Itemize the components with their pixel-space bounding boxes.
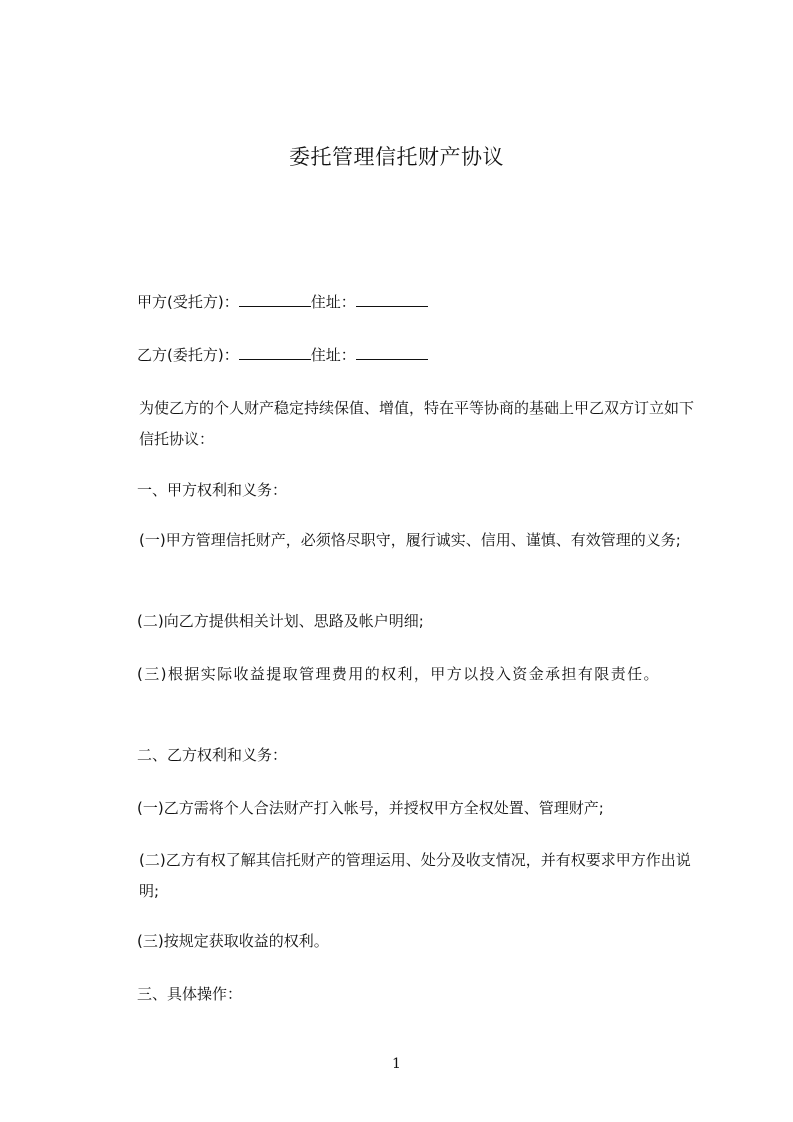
intro-text: 为使乙方的个人财产稳定持续保值、增值，特在平等协商的基础上甲乙双方订立如下信托协议： [139, 399, 695, 448]
section1-item-2: (二)向乙方提供相关计划、思路及帐户明细; [137, 612, 424, 630]
party-b-line [137, 345, 428, 365]
section1-heading: 一、甲方权利和义务： [137, 481, 288, 499]
section2-item-2-text: (二)乙方有权了解其信托财产的管理运用、处分及收支情况，并有权要求甲方作出说明; [139, 851, 691, 900]
party-a-line [137, 292, 428, 312]
section2-item-1: (一)乙方需将个人合法财产打入帐号，并授权甲方全权处置、管理财产; [137, 799, 604, 817]
party-b-address-blank [356, 345, 428, 360]
party-a-address-label: 住址： [310, 293, 356, 311]
section3-heading: 三、具体操作： [137, 985, 243, 1003]
party-b-label: 乙方(委托方)： [137, 346, 239, 364]
party-a-name-blank [239, 292, 311, 307]
party-b-name-blank [239, 345, 311, 360]
section1-item-1-text: (一)甲方管理信托财产，必须恪尽职守，履行诚实、信用、谨慎、有效管理的义务; [139, 531, 681, 549]
party-a-address-blank [356, 292, 428, 307]
section2-item-3: (三)按规定获取收益的权利。 [137, 932, 329, 950]
section1-item-3: (三)根据实际收益提取管理费用的权利，甲方以投入资金承担有限责任。 [137, 665, 660, 683]
party-a-label: 甲方(受托方)： [137, 293, 239, 311]
page-number: 1 [392, 1056, 401, 1072]
section1-item-1 [105, 525, 701, 556]
party-b-address-label: 住址： [310, 346, 356, 364]
section2-heading: 二、乙方权利和义务： [137, 746, 288, 764]
document-title: 委托管理信托财产协议 [289, 145, 504, 169]
section2-item-2 [105, 845, 701, 907]
intro-paragraph [105, 393, 701, 455]
